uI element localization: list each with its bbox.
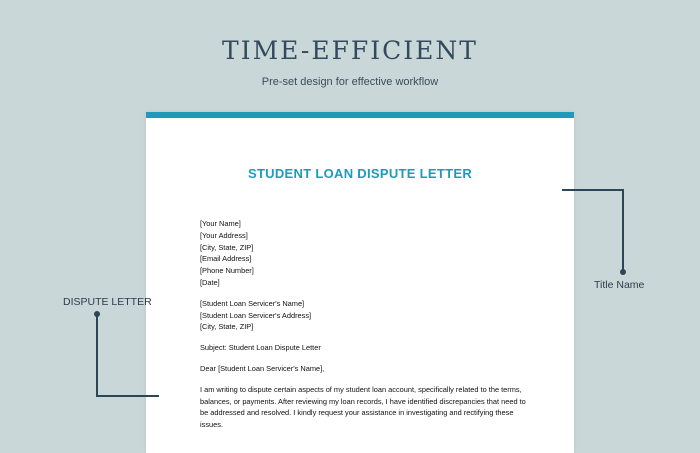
- dispute-callout-line-h: [96, 395, 159, 397]
- salutation: [200, 363, 530, 375]
- document-body: [200, 218, 530, 440]
- dispute-callout-line-v: [96, 314, 98, 396]
- headline: TIME-EFFICIENT: [222, 36, 478, 65]
- sender-line: [Date]: [200, 277, 220, 287]
- recipient-line: [Student Loan Servicer's Address]: [200, 310, 312, 320]
- sender-line: [Phone Number]: [200, 266, 254, 276]
- sender-line: [City, State, ZIP]: [200, 242, 254, 252]
- sender-block: [200, 218, 530, 289]
- dispute-letter-label: DISPUTE LETTER: [63, 296, 152, 308]
- sender-line: [Email Address]: [200, 254, 252, 264]
- document-preview: [146, 112, 574, 453]
- accent-bar: [146, 112, 574, 118]
- title-callout-line-v: [622, 189, 624, 271]
- subheadline: Pre-set design for effective workflow: [261, 76, 439, 88]
- sender-line: [Your Name]: [200, 219, 241, 228]
- title-callout-dot: [620, 269, 626, 275]
- body-paragraph: I am writing to dispute certain aspects of my student loan account, specifically related to the terms, balances, or payments. After reviewing my loan records, I have identified discrepancies that need to be addressed and resolved. I kindly request your assistance in investigating and rectifying these issues.: [200, 384, 526, 430]
- recipient-line: [Student Loan Servicer's Name]: [200, 298, 305, 308]
- recipient-line: [City, State, ZIP]: [200, 322, 254, 332]
- salutation-text: Dear [Student Loan Servicer's Name],: [200, 363, 325, 373]
- subject-line: [200, 342, 530, 354]
- subject-text: Subject: Student Loan Dispute Letter: [200, 343, 321, 353]
- title-name-label: Title Name: [594, 279, 645, 291]
- document-title: STUDENT LOAN DISPUTE LETTER: [247, 166, 473, 181]
- recipient-block: [200, 298, 530, 333]
- sender-line: [Your Address]: [200, 230, 248, 240]
- title-callout-line-h: [562, 189, 623, 191]
